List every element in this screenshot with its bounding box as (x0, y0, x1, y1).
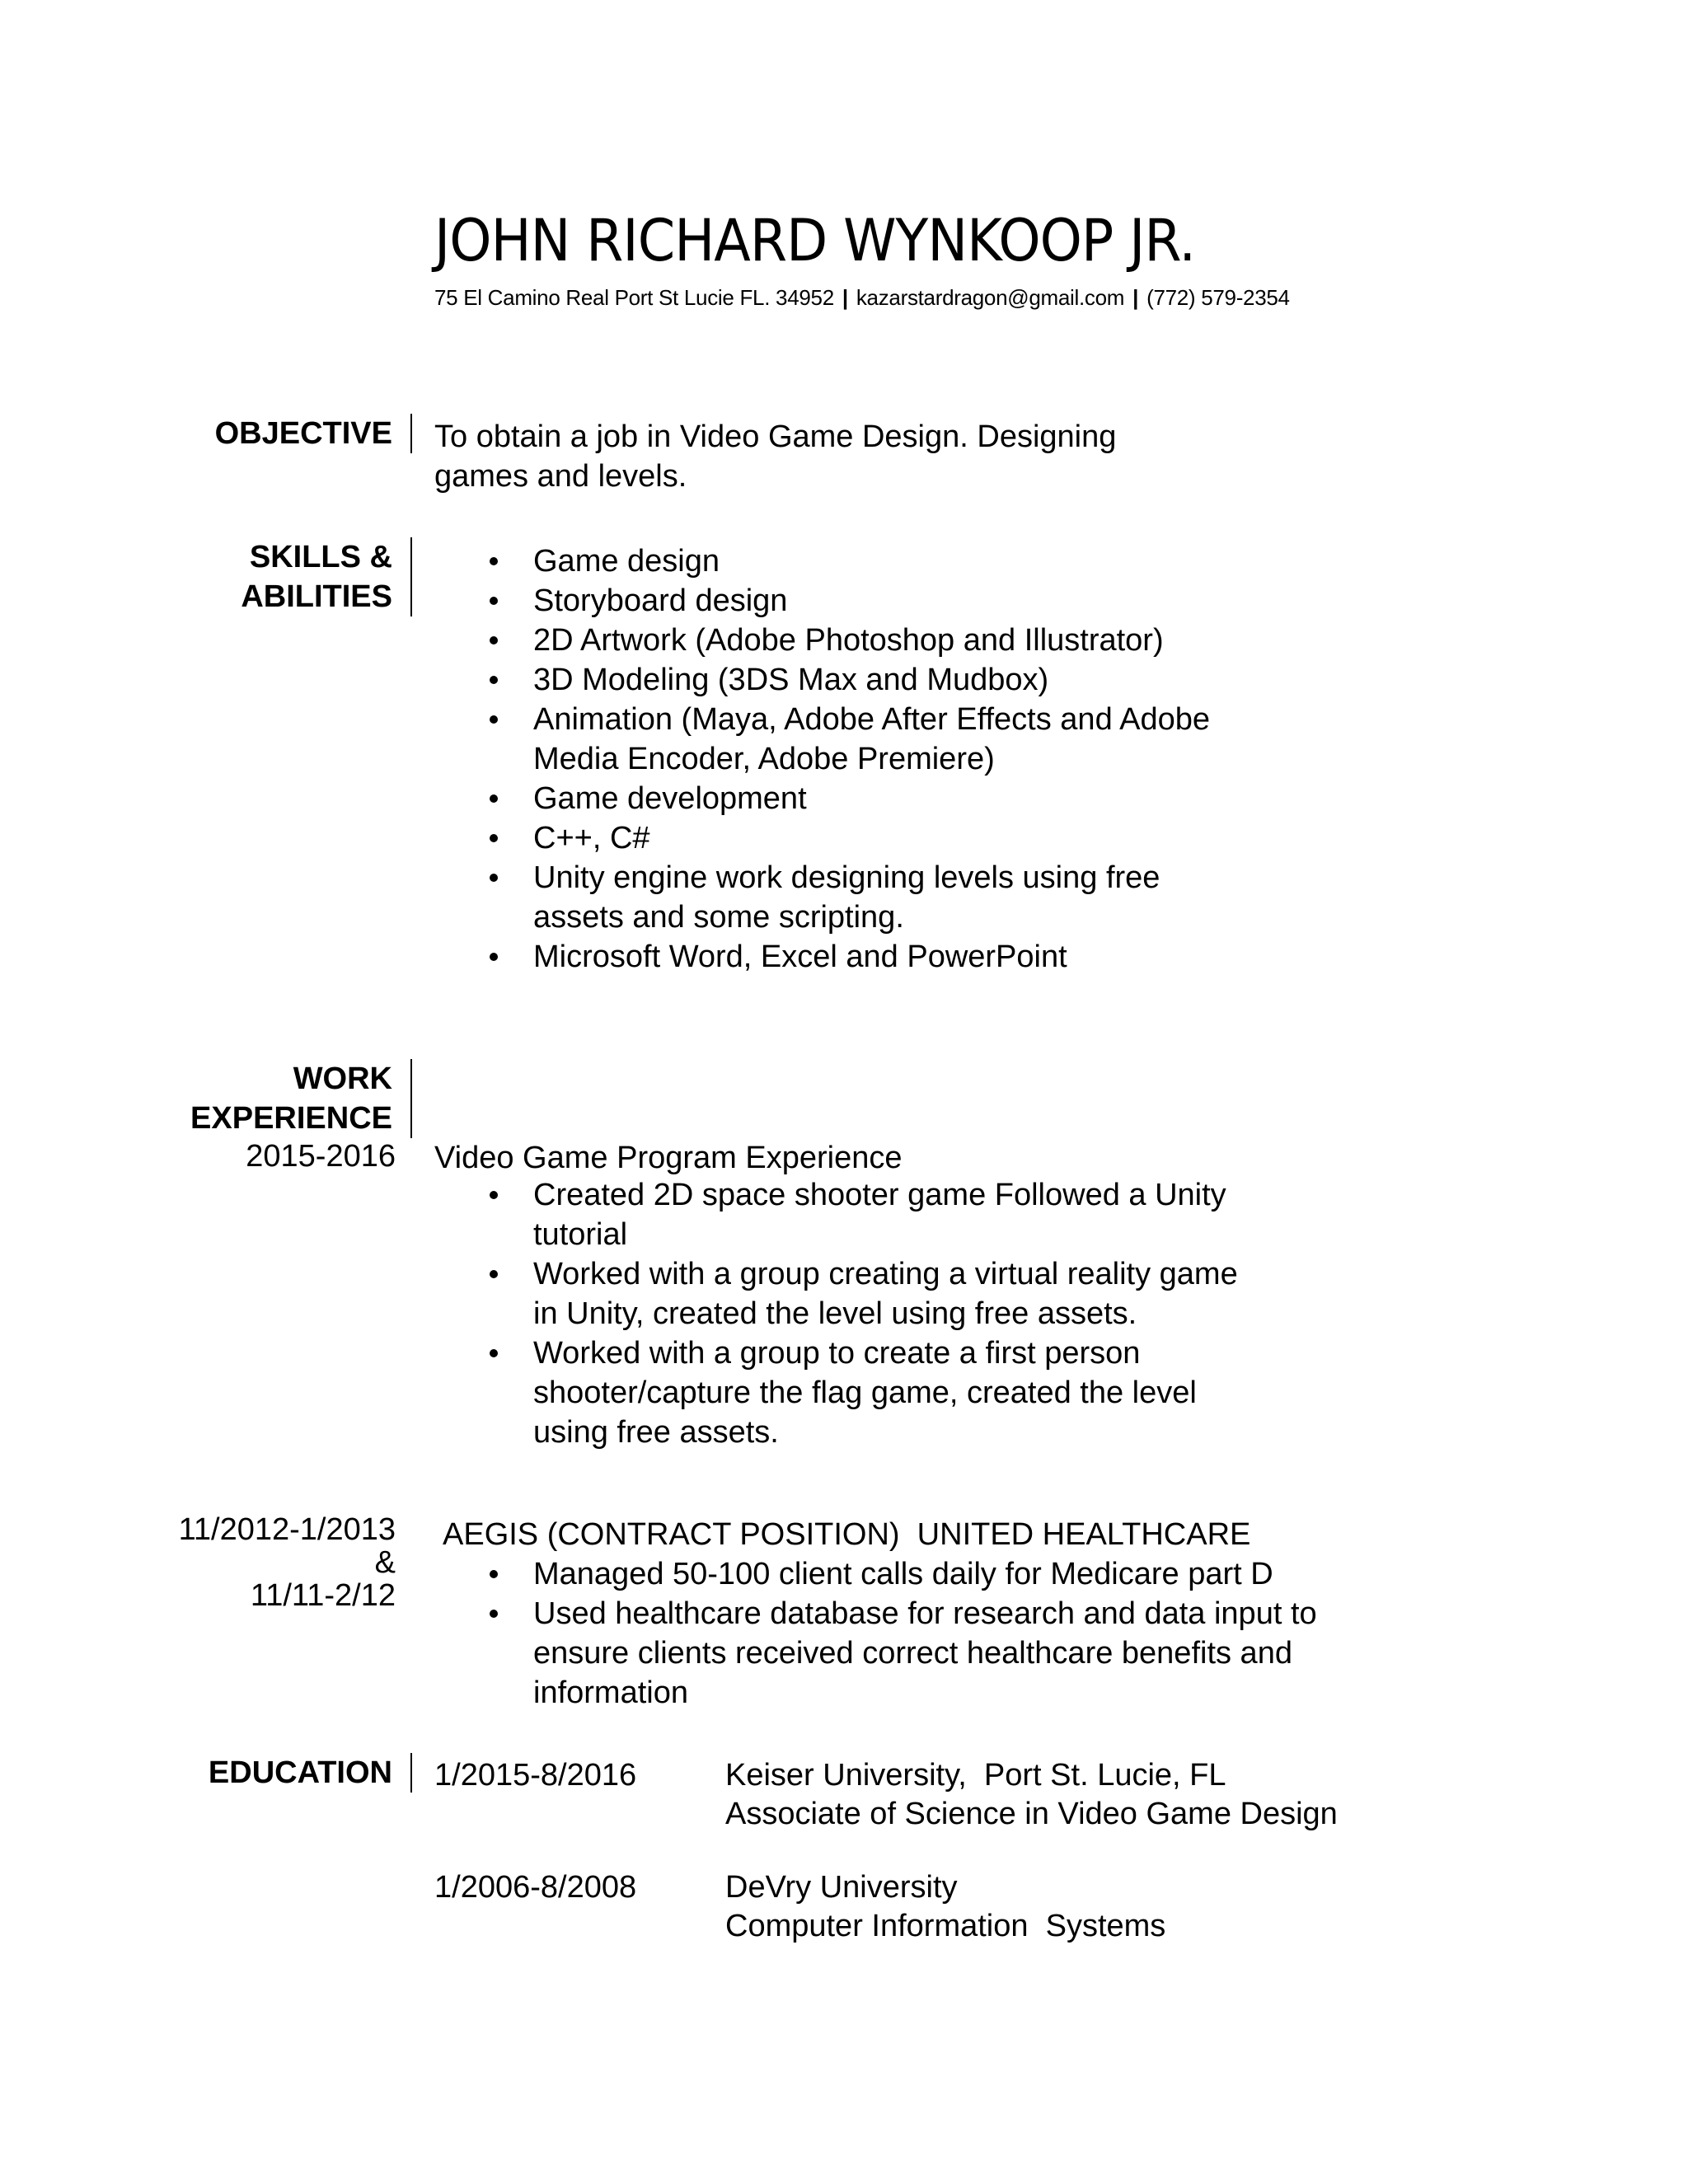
separator: | (842, 285, 848, 310)
degree: Associate of Science in Video Game Design (725, 1797, 1338, 1831)
list-item: Microsoft Word, Excel and PowerPoint (482, 937, 1240, 977)
list-item: Storyboard design (482, 581, 1240, 621)
school-name: DeVry University (725, 1870, 958, 1905)
job-dates: 2015-2016 (246, 1139, 396, 1174)
school-name: Keiser University, Port St. Lucie, FL (725, 1758, 1226, 1793)
objective-text: To obtain a job in Video Game Design. Designing games and levels. (434, 419, 1117, 494)
phone: (772) 579-2354 (1146, 285, 1290, 310)
job-title: AEGIS (CONTRACT POSITION) UNITED HEALTHCARE (443, 1517, 1251, 1552)
address: 75 El Camino Real Port St Lucie FL. 34952 (434, 285, 834, 310)
list-item: Unity engine work designing levels using free assets and some scripting. (482, 858, 1240, 937)
objective-heading: OBJECTIVE (215, 414, 412, 453)
contact-info (434, 279, 1423, 316)
list-item: C++, C# (482, 818, 1240, 858)
education-detail (725, 1756, 1338, 1834)
list-item: Managed 50-100 client calls daily for Medicare part D (482, 1554, 1405, 1594)
education-heading: EDUCATION (209, 1753, 412, 1793)
list-item: Animation (Maya, Adobe After Effects and Adobe Media Encoder, Adobe Premiere) (482, 700, 1240, 779)
degree: Computer Information Systems (725, 1909, 1166, 1943)
applicant-name: JOHN RICHARD WYNKOOP JR. (434, 207, 1196, 274)
list-item: Game design (482, 541, 1240, 581)
email: kazarstardragon@gmail.com (856, 285, 1125, 310)
list-item: 2D Artwork (Adobe Photoshop and Illustrator) (482, 621, 1240, 660)
work-heading: WORK EXPERIENCE (190, 1059, 412, 1138)
education-detail (725, 1868, 1165, 1946)
education-dates: 1/2006-8/2008 (434, 1870, 637, 1905)
job-title: Video Game Program Experience (434, 1141, 903, 1175)
list-item: Worked with a group creating a virtual reality game in Unity, created the level using free assets. (482, 1254, 1249, 1333)
skills-list (482, 541, 1240, 977)
job-duties-list (482, 1175, 1249, 1452)
list-item: Used healthcare database for research and data input to ensure clients received correct healthcare benefits and information (482, 1594, 1405, 1713)
list-item: 3D Modeling (3DS Max and Mudbox) (482, 660, 1240, 700)
job-dates: 11/2012-1/2013 & 11/11-2/12 (178, 1512, 396, 1613)
list-item: Created 2D space shooter game Followed a Unity tutorial (482, 1175, 1249, 1254)
separator: | (1132, 285, 1139, 310)
education-dates: 1/2015-8/2016 (434, 1758, 637, 1793)
list-item: Worked with a group to create a first person shooter/capture the flag game, created the level using free assets. (482, 1333, 1249, 1452)
job-duties-list (482, 1554, 1405, 1713)
skills-heading: SKILLS & ABILITIES (241, 537, 412, 616)
list-item: Game development (482, 779, 1240, 818)
